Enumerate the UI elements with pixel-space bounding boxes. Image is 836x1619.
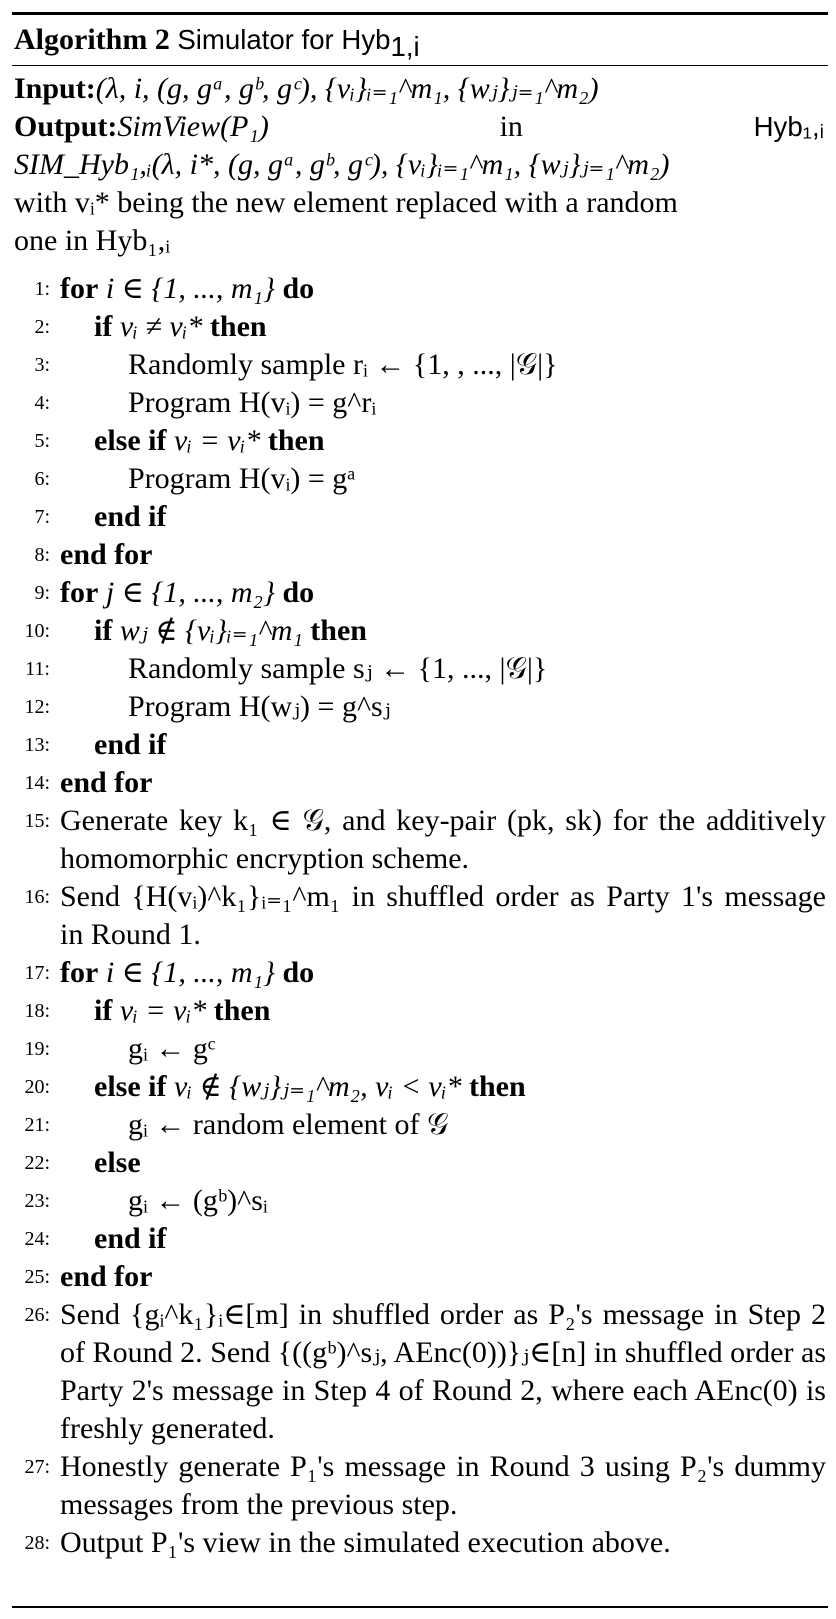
step-number: 26: bbox=[24, 1304, 50, 1326]
step-text: Send {H(vᵢ)^k₁}ᵢ₌₁^m₁ in shuffled order as Party 1's message in Round 1. bbox=[60, 880, 826, 951]
algorithm-step bbox=[14, 992, 826, 1030]
algorithm-step bbox=[14, 802, 826, 878]
algorithm-step bbox=[14, 878, 826, 954]
step-number: 19: bbox=[24, 1038, 50, 1060]
output-in: in bbox=[499, 110, 523, 143]
step-text: for j ∈ {1, ..., m₂} do bbox=[60, 576, 315, 609]
algorithm-step bbox=[14, 1220, 826, 1258]
algorithm-step bbox=[14, 422, 826, 460]
with-line-2: one in Hyb₁,ᵢ bbox=[14, 224, 171, 257]
step-text: end for bbox=[60, 538, 153, 571]
algorithm-step bbox=[14, 308, 826, 346]
step-number: 16: bbox=[24, 886, 50, 908]
step-text: else if vᵢ = vᵢ* then bbox=[94, 424, 325, 457]
step-number: 5: bbox=[34, 430, 50, 452]
algorithm-step bbox=[14, 650, 826, 688]
step-number: 8: bbox=[34, 544, 50, 566]
output-label: Output: bbox=[14, 110, 118, 143]
step-number: 27: bbox=[24, 1456, 50, 1478]
step-number: 10: bbox=[24, 620, 50, 642]
step-text: Randomly sample rᵢ ← {1, , ..., |𝒢|} bbox=[128, 348, 558, 381]
step-text: Program H(wⱼ) = g^sⱼ bbox=[128, 690, 391, 723]
step-text: if vᵢ = vᵢ* then bbox=[94, 994, 271, 1027]
step-number: 13: bbox=[24, 734, 50, 756]
step-text: Randomly sample sⱼ ← {1, ..., |𝒢|} bbox=[128, 652, 548, 685]
step-number: 2: bbox=[34, 316, 50, 338]
output-line bbox=[14, 108, 824, 146]
algorithm-header bbox=[14, 70, 824, 260]
step-number: 17: bbox=[24, 962, 50, 984]
step-text: if wⱼ ∉ {vᵢ}ᵢ₌₁^m₁ then bbox=[94, 614, 367, 647]
step-text: else bbox=[94, 1146, 141, 1179]
algorithm-step bbox=[14, 612, 826, 650]
step-number: 22: bbox=[24, 1152, 50, 1174]
step-number: 11: bbox=[25, 658, 50, 680]
algorithm-step bbox=[14, 1448, 826, 1524]
step-number: 6: bbox=[34, 468, 50, 490]
step-text: end for bbox=[60, 766, 153, 799]
algorithm-step bbox=[14, 1258, 826, 1296]
sim-line: SIM_Hyb₁,ᵢ(λ, i*, (g, gᵃ, gᵇ, gᶜ), {vᵢ}ᵢ₌₁^m₁, {wⱼ}ⱼ₌₁^m₂) bbox=[14, 148, 670, 181]
step-text: end if bbox=[94, 728, 167, 761]
step-number: 24: bbox=[24, 1228, 50, 1250]
step-number: 20: bbox=[24, 1076, 50, 1098]
algorithm-step bbox=[14, 764, 826, 802]
step-text: Output P₁'s view in the simulated execution above. bbox=[60, 1526, 671, 1559]
algorithm-step bbox=[14, 1068, 826, 1106]
step-text: gᵢ ← random element of 𝒢 bbox=[128, 1108, 449, 1141]
algorithm-step bbox=[14, 460, 826, 498]
step-text: end if bbox=[94, 500, 167, 533]
step-text: Generate key k₁ ∈ 𝒢, and key-pair (pk, sk) for the additively homomorphic encryption scheme. bbox=[60, 804, 826, 875]
step-text: for i ∈ {1, ..., m₁} do bbox=[60, 272, 315, 305]
step-text: if vᵢ ≠ vᵢ* then bbox=[94, 310, 267, 343]
step-text: Send {gᵢ^k₁}ᵢ∈[m] in shuffled order as P₂'s message in Step 2 of Round 2. Send {((gᵇ)^sⱼ, AEnc(0))}ⱼ∈[n] in shuffled order as Party 2's message in Step 4 of Round 2, where each AEnc(0) is freshly generated. bbox=[60, 1298, 826, 1445]
step-number: 18: bbox=[24, 1000, 50, 1022]
output-value: SimView(P₁) bbox=[117, 110, 269, 143]
input-value: (λ, i, (g, gᵃ, gᵇ, gᶜ), {vᵢ}ᵢ₌₁^m₁, {wⱼ}ⱼ₌₁^m₂) bbox=[95, 72, 599, 105]
bottom-rule bbox=[12, 1606, 828, 1608]
caption-rule bbox=[12, 65, 828, 66]
step-text: end for bbox=[60, 1260, 153, 1293]
step-text: Honestly generate P₁'s message in Round 3 using P₂'s dummy messages from the previous step. bbox=[60, 1450, 826, 1521]
algorithm-caption bbox=[14, 15, 420, 65]
algorithm-title: Simulator for Hyb$_{1,i}$ bbox=[177, 24, 420, 62]
step-text: Program H(vᵢ) = gᵃ bbox=[128, 462, 356, 495]
step-number: 14: bbox=[24, 772, 50, 794]
step-text: gᵢ ← (gᵇ)^sᵢ bbox=[128, 1184, 268, 1217]
step-text: gᵢ ← gᶜ bbox=[128, 1032, 216, 1065]
algorithm-step bbox=[14, 1030, 826, 1068]
step-number: 15: bbox=[24, 810, 50, 832]
algorithm-step bbox=[14, 1524, 826, 1562]
step-text: end if bbox=[94, 1222, 167, 1255]
step-number: 25: bbox=[24, 1266, 50, 1288]
algorithm-step bbox=[14, 498, 826, 536]
algorithm-step bbox=[14, 270, 826, 308]
algorithm-step bbox=[14, 1106, 826, 1144]
step-text: else if vᵢ ∉ {wⱼ}ⱼ₌₁^m₂, vᵢ < vᵢ* then bbox=[94, 1070, 526, 1103]
step-number: 23: bbox=[24, 1190, 50, 1212]
with-line-1: with vᵢ* being the new element replaced with a random bbox=[14, 186, 678, 219]
algorithm-step bbox=[14, 688, 826, 726]
step-number: 1: bbox=[34, 278, 50, 300]
algorithm-step bbox=[14, 1144, 826, 1182]
step-number: 7: bbox=[34, 506, 50, 528]
output-hyb: Hyb₁,ᵢ bbox=[753, 111, 824, 142]
algorithm-step bbox=[14, 536, 826, 574]
algorithm-step bbox=[14, 1296, 826, 1448]
input-label: Input: bbox=[14, 72, 96, 105]
step-number: 4: bbox=[34, 392, 50, 414]
algorithm-step bbox=[14, 384, 826, 422]
algorithm-step bbox=[14, 954, 826, 992]
step-number: 28: bbox=[24, 1532, 50, 1554]
step-number: 12: bbox=[24, 696, 50, 718]
algorithm-step bbox=[14, 1182, 826, 1220]
step-number: 3: bbox=[34, 354, 50, 376]
algorithm-step bbox=[14, 726, 826, 764]
algorithm-steps bbox=[14, 270, 826, 1562]
input-line bbox=[14, 70, 824, 108]
step-text: Program H(vᵢ) = g^rᵢ bbox=[128, 386, 377, 419]
algorithm-step bbox=[14, 346, 826, 384]
algorithm-number: Algorithm 2 bbox=[14, 23, 170, 56]
step-number: 9: bbox=[34, 582, 50, 604]
step-text: for i ∈ {1, ..., m₁} do bbox=[60, 956, 315, 989]
step-number: 21: bbox=[24, 1114, 50, 1136]
algorithm-step bbox=[14, 574, 826, 612]
